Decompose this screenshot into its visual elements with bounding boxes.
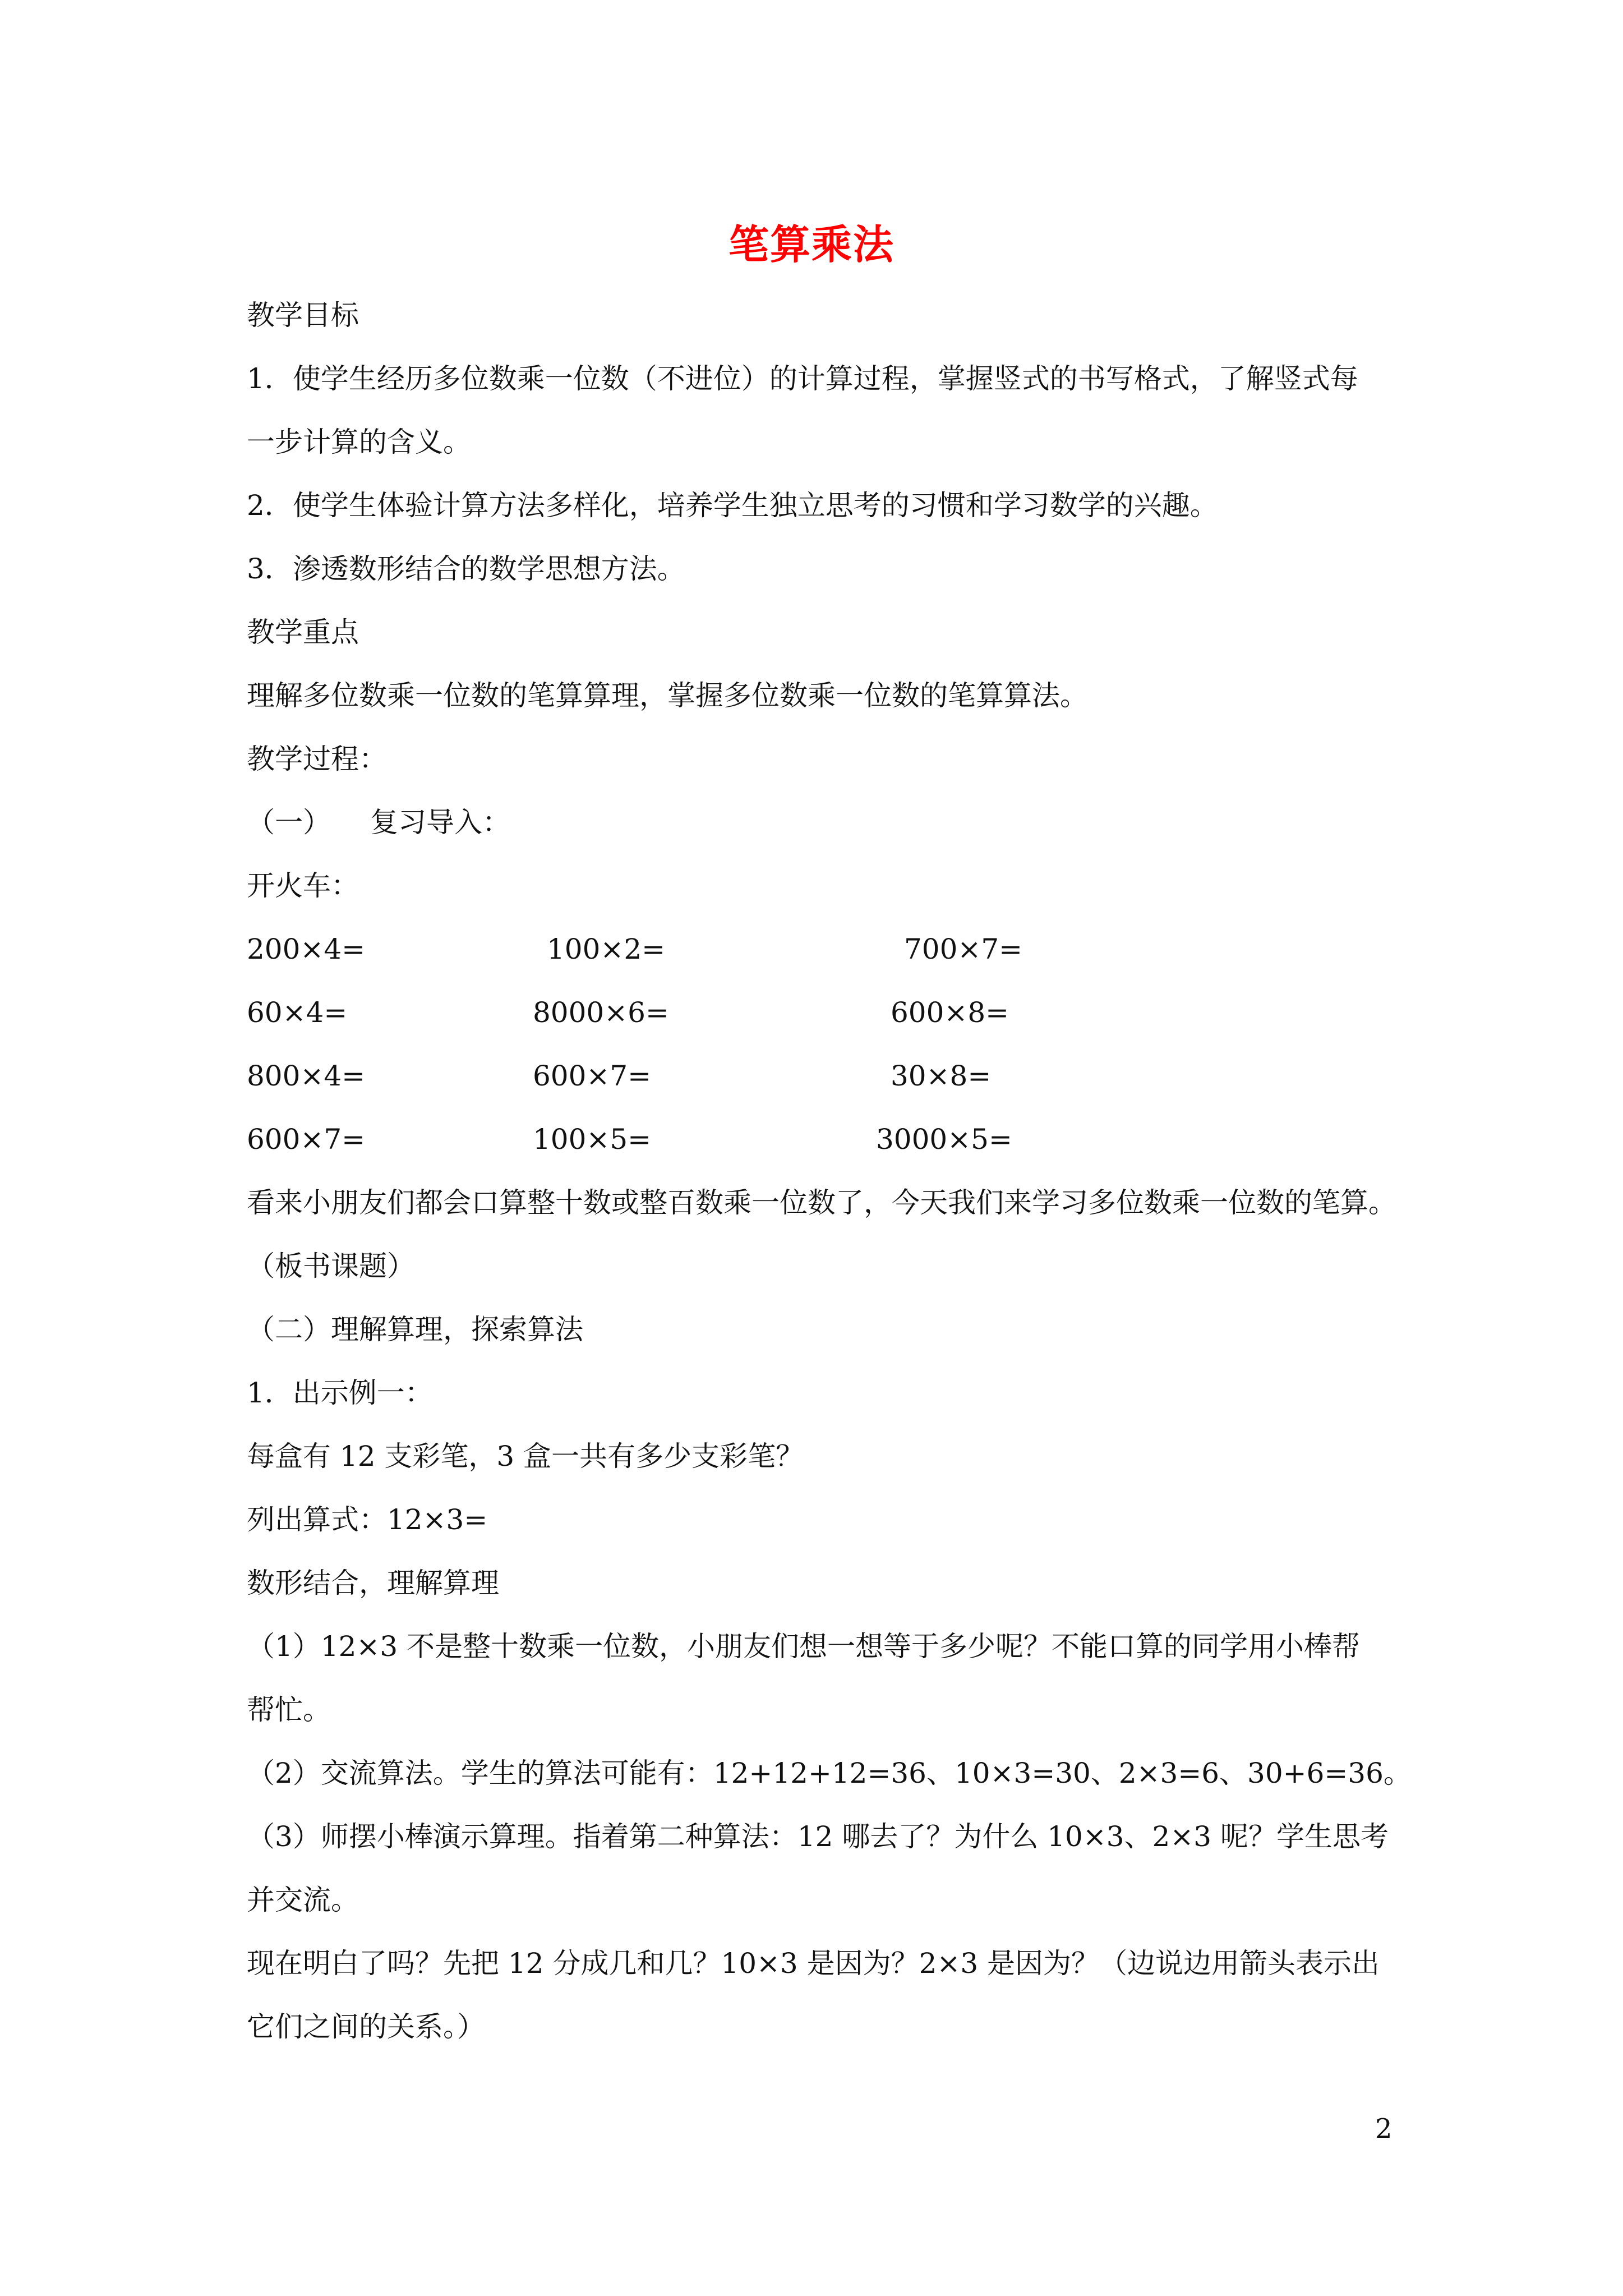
exercise-r1-c2: 100×2= (547, 933, 666, 965)
section-heading-objectives: 教学目标 (247, 299, 359, 332)
review-number: （一） (247, 806, 331, 839)
explanation-line-1: 现在明白了吗？先把 12 分成几和几？10×3 是因为？2×3 是因为？（边说边用箭头表示出 (247, 1947, 1380, 1980)
objective-1-line-2: 一步计算的含义。 (247, 426, 471, 458)
document-title: 笔算乘法 (728, 220, 895, 268)
example-1-equation: 列出算式：12×3= (247, 1503, 488, 1536)
train-game-label: 开火车： (247, 869, 359, 902)
objective-1-line-1: 1．使学生经历多位数乘一位数（不进位）的计算过程，掌握竖式的书写格式，了解竖式每 (247, 362, 1358, 395)
exercise-r2-c2: 8000×6= (533, 996, 669, 1029)
exercise-r2-c3: 600×8= (891, 996, 1009, 1029)
step-1-line-1: （1）12×3 不是整十数乘一位数，小朋友们想一想等于多少呢？不能口算的同学用小棒帮 (247, 1630, 1361, 1663)
board-title-note: （板书课题） (247, 1250, 415, 1282)
exercise-r3-c2: 600×7= (533, 1060, 652, 1092)
number-shape-heading: 数形结合，理解算理 (247, 1567, 499, 1599)
step-2: （2）交流算法。学生的算法可能有：12+12+12=36、10×3=30、2×3=6、30+6=36。 (247, 1757, 1412, 1789)
review-heading (247, 806, 1402, 839)
section-2-heading: （二）理解算理，探索算法 (247, 1313, 583, 1346)
intro-statement: 看来小朋友们都会口算整十数或整百数乘一位数了，今天我们来学习多位数乘一位数的笔算。 (247, 1186, 1396, 1219)
objective-2: 2．使学生体验计算方法多样化，培养学生独立思考的习惯和学习数学的兴趣。 (247, 489, 1218, 522)
objective-3: 3．渗透数形结合的数学思想方法。 (247, 553, 685, 585)
exercise-r4-c1: 600×7= (247, 1123, 366, 1156)
page-number: 2 (1375, 2113, 1393, 2145)
explanation-line-2: 它们之间的关系。） (247, 2010, 485, 2043)
key-points-text: 理解多位数乘一位数的笔算算理，掌握多位数乘一位数的笔算算法。 (247, 679, 1088, 712)
section-heading-process: 教学过程： (247, 743, 387, 775)
example-1-heading: 1．出示例一： (247, 1377, 433, 1409)
exercise-r4-c2: 100×5= (533, 1123, 652, 1156)
example-1-problem: 每盒有 12 支彩笔，3 盒一共有多少支彩笔？ (247, 1440, 804, 1473)
exercise-r2-c1: 60×4= (247, 996, 348, 1029)
review-label: 复习导入： (370, 806, 510, 839)
step-3-line-2: 并交流。 (247, 1884, 359, 1916)
exercise-r1-c1: 200×4= (247, 933, 366, 965)
exercise-r4-c3: 3000×5= (876, 1123, 1012, 1156)
exercise-r3-c3: 30×8= (891, 1060, 992, 1092)
exercise-r1-c3: 700×7= (904, 933, 1023, 965)
exercise-r3-c1: 800×4= (247, 1060, 366, 1092)
step-1-line-2: 帮忙。 (247, 1694, 331, 1726)
step-3-line-1: （3）师摆小棒演示算理。指着第二种算法：12 哪去了？为什么 10×3、2×3 呢？学生思考 (247, 1820, 1389, 1853)
section-heading-key-points: 教学重点 (247, 616, 359, 648)
